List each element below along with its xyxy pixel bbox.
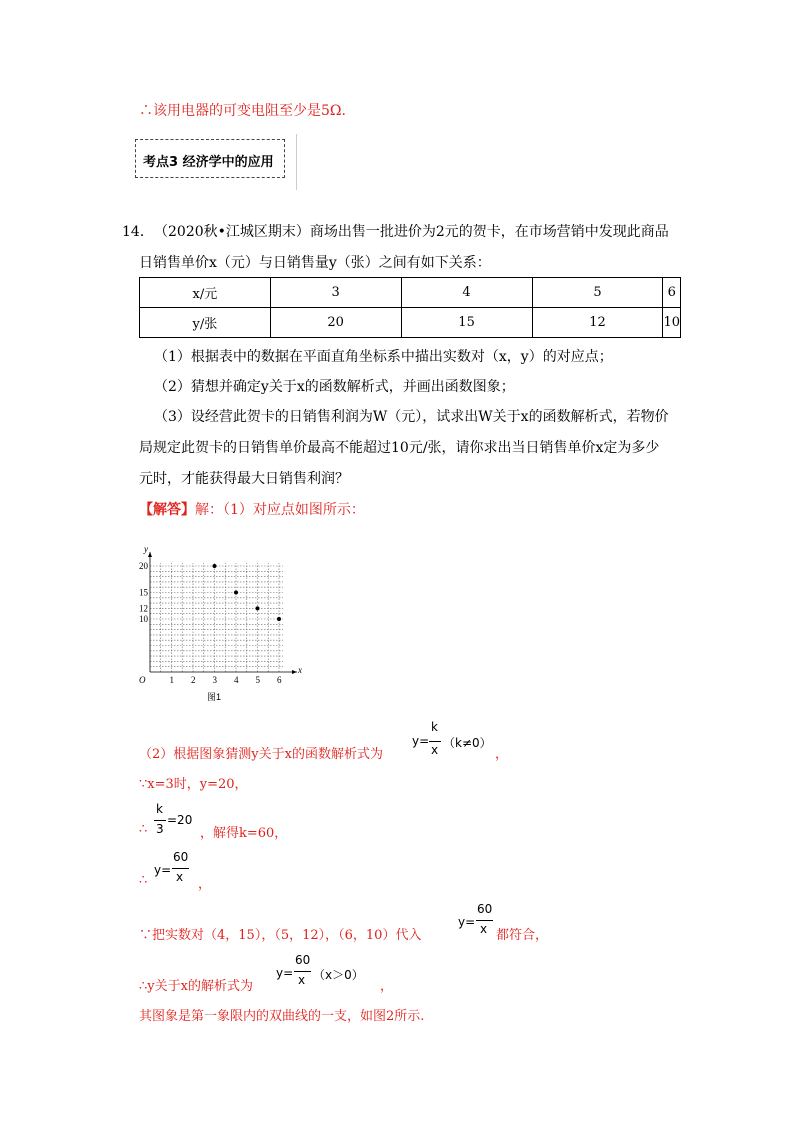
y-axis-label: y bbox=[144, 544, 148, 554]
x-axis-label: x bbox=[298, 665, 302, 675]
x-tick-label: 2 bbox=[191, 675, 196, 685]
figure-caption: 图1 bbox=[207, 692, 222, 702]
formula-denominator: x bbox=[176, 870, 184, 884]
fraction-bar bbox=[429, 741, 441, 742]
formula-pre: y= bbox=[458, 915, 476, 929]
data-point bbox=[277, 617, 281, 621]
answer-heading-rest: 解：（1）对应点如图所示： bbox=[195, 502, 365, 518]
problem-number: 14． bbox=[122, 224, 154, 240]
fraction-bar bbox=[476, 920, 493, 921]
data-point bbox=[256, 606, 260, 610]
question-2: （2）猜想并确定y关于x的函数解析式，并画出函数图象； bbox=[154, 379, 515, 395]
question-3-line-2: 局规定此贺卡的日销售单价最高不能超过10元/张，请你求出当日销售单价x定为多少 bbox=[139, 440, 660, 456]
table-cell: 6 bbox=[663, 278, 681, 308]
answer-heading: 【解答】 bbox=[139, 502, 195, 518]
y-tick-label: 20 bbox=[139, 561, 148, 571]
formula-numerator: 60 bbox=[477, 902, 493, 916]
formula-60-over-x-3 bbox=[276, 953, 386, 995]
formula-60-over-x bbox=[154, 850, 204, 892]
conclusion-line: ∴该用电器的可变电阻至少是5Ω. bbox=[139, 103, 346, 119]
x-tick-label: 3 bbox=[212, 675, 217, 685]
answer-7-text: ∴y关于x的解析式为 bbox=[139, 979, 253, 994]
divider bbox=[296, 134, 297, 190]
question-3-line-3: 元时，才能获得最大日销售利润？ bbox=[139, 471, 349, 487]
formula-k-over-x bbox=[412, 720, 502, 764]
x-tick-label: 1 bbox=[169, 675, 174, 685]
formula-numerator: 60 bbox=[295, 953, 311, 967]
fraction-bar bbox=[294, 971, 311, 972]
question-3-line-1: （3）设经营此贺卡的日销售利润为W（元），试求出W关于x的函数解析式，若物价 bbox=[154, 409, 669, 425]
table-cell: 20 bbox=[270, 308, 401, 338]
data-table bbox=[139, 277, 681, 338]
row-label-x: x/元 bbox=[140, 278, 271, 308]
x-tick-label: 4 bbox=[234, 675, 239, 685]
problem-line-1: （2020秋•江城区期末）商场出售一批进价为2元的贺卡，在市场营销中发现此商品 bbox=[154, 224, 669, 240]
table-cell: 3 bbox=[270, 278, 401, 308]
table-cell: 10 bbox=[663, 308, 681, 338]
row-label-y: y/张 bbox=[140, 308, 271, 338]
answer-8-text: 其图象是第一象限内的双曲线的一支，如图2所示. bbox=[139, 1009, 425, 1024]
fraction-bar bbox=[172, 868, 189, 869]
table-row bbox=[140, 278, 681, 308]
formula-post: （x＞0） bbox=[313, 968, 364, 982]
table-cell: 12 bbox=[532, 308, 663, 338]
therefore-symbol-2: ∴ bbox=[139, 873, 148, 888]
formula-pre: y= bbox=[154, 863, 172, 877]
formula-numerator: k bbox=[156, 802, 163, 816]
formula-pre: y= bbox=[412, 734, 430, 748]
y-tick-label: 12 bbox=[139, 603, 148, 614]
answer-2-text: （2）根据图象猜测y关于x的函数解析式为 bbox=[139, 747, 383, 762]
y-axis-arrow bbox=[148, 552, 152, 557]
origin-label: O bbox=[139, 675, 146, 685]
formula-post: =20 bbox=[167, 813, 193, 827]
table-cell: 5 bbox=[532, 278, 663, 308]
formula-numerator: k bbox=[431, 720, 438, 734]
formula-numerator: 60 bbox=[173, 850, 189, 864]
y-tick-label: 10 bbox=[139, 614, 148, 624]
table-row bbox=[140, 308, 681, 338]
table-cell: 4 bbox=[401, 278, 532, 308]
answer-2-tail: ， bbox=[495, 747, 509, 762]
section-title: 考点3 经济学中的应用 bbox=[143, 155, 274, 170]
y-tick-label: 15 bbox=[139, 587, 148, 598]
problem-line-2: 日销售单价x（元）与日销售量y（张）之间有如下关系： bbox=[139, 255, 491, 271]
therefore-symbol-1: ∴ bbox=[139, 822, 148, 837]
x-tick-label: 5 bbox=[255, 675, 260, 685]
formula-post: （k≠0） bbox=[443, 736, 492, 750]
answer-7-tail: ， bbox=[380, 979, 394, 994]
answer-3-text: ∵x=3时，y=20， bbox=[139, 777, 248, 792]
section-box bbox=[135, 139, 285, 178]
chart-grid bbox=[150, 563, 283, 672]
answer-heading-row bbox=[139, 499, 365, 519]
formula-denominator: x bbox=[431, 743, 439, 757]
x-axis-arrow bbox=[292, 670, 297, 674]
chart-axes bbox=[139, 544, 302, 685]
x-tick-label: 6 bbox=[277, 675, 282, 685]
answer-4-tail: ，解得k=60， bbox=[200, 826, 288, 841]
formula-pre: y= bbox=[276, 966, 294, 980]
table-cell: 15 bbox=[401, 308, 532, 338]
fraction-bar bbox=[154, 820, 166, 821]
formula-denominator: x bbox=[298, 973, 306, 987]
answer-6-tail: 都符合， bbox=[496, 928, 549, 943]
formula-denominator: x bbox=[480, 922, 488, 936]
scatter-chart bbox=[130, 520, 310, 710]
answer-6-text: ∵把实数对（4，15），（5，12），（6，10）代入 bbox=[139, 928, 422, 943]
data-point bbox=[213, 564, 217, 568]
data-point bbox=[234, 591, 238, 595]
formula-denominator: 3 bbox=[156, 822, 164, 836]
question-1: （1）根据表中的数据在平面直角坐标系中描出实数对（x，y）的对应点； bbox=[154, 349, 613, 365]
answer-5-tail: ， bbox=[198, 877, 212, 892]
